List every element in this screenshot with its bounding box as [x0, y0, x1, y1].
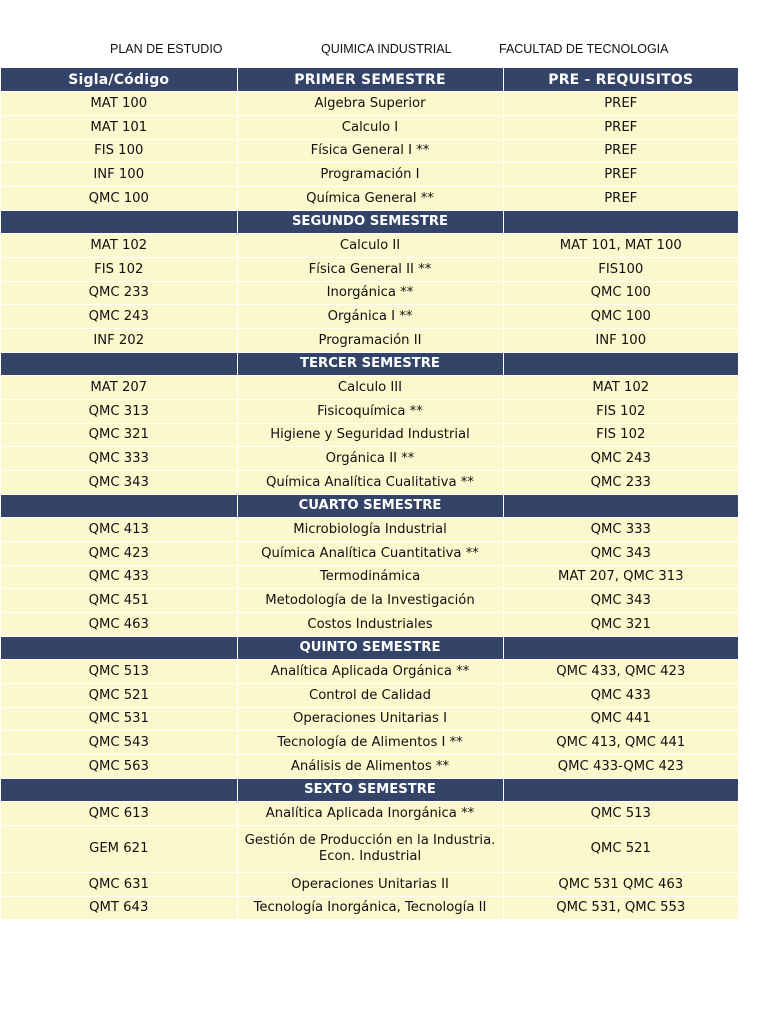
course-row [1, 613, 738, 637]
course-row [1, 896, 738, 920]
column-header-code: Sigla/Código [1, 68, 237, 92]
course-code: QMC 513 [1, 659, 237, 683]
semester-title: SEGUNDO SEMESTRE [237, 210, 503, 233]
semester-header-blank [503, 352, 738, 375]
course-code: QMC 521 [1, 683, 237, 707]
course-prereq: PREF [503, 187, 738, 211]
course-name: Tecnología Inorgánica, Tecnología II [237, 896, 503, 920]
course-prereq: QMC 100 [503, 305, 738, 329]
course-code: QMC 333 [1, 447, 237, 471]
course-code: QMC 321 [1, 423, 237, 447]
semester-header-blank [1, 636, 237, 659]
semester-title: PRIMER SEMESTRE [237, 68, 503, 92]
course-name: Algebra Superior [237, 92, 503, 116]
course-code: QMC 463 [1, 613, 237, 637]
course-prereq: QMC 521 [503, 825, 738, 872]
course-name: Gestión de Producción en la Industria. Econ. Industrial [237, 825, 503, 872]
course-row [1, 257, 738, 281]
course-row [1, 399, 738, 423]
course-code: QMC 613 [1, 801, 237, 825]
course-name: Programación II [237, 329, 503, 353]
course-name: Inorgánica ** [237, 281, 503, 305]
semester-header-blank [503, 494, 738, 517]
course-code: MAT 101 [1, 115, 237, 139]
course-code: INF 100 [1, 163, 237, 187]
course-name: Analítica Aplicada Orgánica ** [237, 659, 503, 683]
course-prereq: QMC 513 [503, 801, 738, 825]
course-name: Microbiología Industrial [237, 517, 503, 541]
course-row [1, 589, 738, 613]
course-code: QMC 423 [1, 541, 237, 565]
course-name: Operaciones Unitarias II [237, 872, 503, 896]
course-prereq: MAT 101, MAT 100 [503, 233, 738, 257]
course-code: QMC 313 [1, 399, 237, 423]
course-code: MAT 100 [1, 92, 237, 116]
course-name: Termodinámica [237, 565, 503, 589]
course-prereq: FIS100 [503, 257, 738, 281]
course-prereq: QMC 441 [503, 707, 738, 731]
course-prereq: QMC 321 [503, 613, 738, 637]
course-code: QMC 631 [1, 872, 237, 896]
course-row [1, 683, 738, 707]
semester-header-row [1, 494, 738, 517]
course-row [1, 755, 738, 779]
course-row [1, 517, 738, 541]
course-code: QMC 563 [1, 755, 237, 779]
semester-title: QUINTO SEMESTRE [237, 636, 503, 659]
course-name: Química Analítica Cualitativa ** [237, 471, 503, 495]
course-prereq: QMC 531 QMC 463 [503, 872, 738, 896]
course-code: QMC 243 [1, 305, 237, 329]
course-code: QMC 343 [1, 471, 237, 495]
semester-header-blank [503, 778, 738, 801]
course-prereq: FIS 102 [503, 399, 738, 423]
course-name: Analítica Aplicada Inorgánica ** [237, 801, 503, 825]
course-name: Control de Calidad [237, 683, 503, 707]
course-prereq: QMC 333 [503, 517, 738, 541]
course-code: QMC 233 [1, 281, 237, 305]
header-program-label: QUIMICA INDUSTRIAL [321, 42, 452, 56]
course-name: Orgánica I ** [237, 305, 503, 329]
semester-header-row [1, 210, 738, 233]
course-name: Orgánica II ** [237, 447, 503, 471]
course-name: Calculo I [237, 115, 503, 139]
course-prereq: QMC 343 [503, 541, 738, 565]
semester-title: TERCER SEMESTRE [237, 352, 503, 375]
course-name: Higiene y Seguridad Industrial [237, 423, 503, 447]
course-row [1, 659, 738, 683]
course-code: FIS 102 [1, 257, 237, 281]
course-prereq: QMC 233 [503, 471, 738, 495]
course-row [1, 281, 738, 305]
course-prereq: QMC 413, QMC 441 [503, 731, 738, 755]
course-prereq: QMC 433, QMC 423 [503, 659, 738, 683]
course-code: INF 202 [1, 329, 237, 353]
course-prereq: QMC 433 [503, 683, 738, 707]
course-prereq: PREF [503, 92, 738, 116]
semester-header-blank [503, 210, 738, 233]
course-prereq: QMC 343 [503, 589, 738, 613]
course-row [1, 565, 738, 589]
course-name: Costos Industriales [237, 613, 503, 637]
semester-header-blank [1, 210, 237, 233]
semester-title: CUARTO SEMESTRE [237, 494, 503, 517]
document-header [0, 42, 768, 60]
course-name: Operaciones Unitarias I [237, 707, 503, 731]
course-code: QMC 451 [1, 589, 237, 613]
course-prereq: MAT 207, QMC 313 [503, 565, 738, 589]
course-row [1, 163, 738, 187]
course-row [1, 447, 738, 471]
course-row [1, 423, 738, 447]
course-row [1, 471, 738, 495]
course-code: GEM 621 [1, 825, 237, 872]
course-code: QMC 100 [1, 187, 237, 211]
course-row [1, 233, 738, 257]
course-prereq: FIS 102 [503, 423, 738, 447]
study-plan-body [1, 68, 738, 920]
course-code: QMC 413 [1, 517, 237, 541]
course-code: QMC 531 [1, 707, 237, 731]
course-row [1, 139, 738, 163]
course-row [1, 305, 738, 329]
course-prereq: INF 100 [503, 329, 738, 353]
course-row [1, 541, 738, 565]
course-code: QMT 643 [1, 896, 237, 920]
course-row [1, 872, 738, 896]
course-row [1, 187, 738, 211]
semester-header-row [1, 352, 738, 375]
course-name: Física General II ** [237, 257, 503, 281]
course-name: Metodología de la Investigación [237, 589, 503, 613]
semester-header-blank [1, 778, 237, 801]
column-header-prereq: PRE - REQUISITOS [503, 68, 738, 92]
course-prereq: QMC 433-QMC 423 [503, 755, 738, 779]
course-name: Química General ** [237, 187, 503, 211]
course-code: MAT 102 [1, 233, 237, 257]
course-name: Calculo III [237, 375, 503, 399]
course-name: Análisis de Alimentos ** [237, 755, 503, 779]
course-prereq: PREF [503, 163, 738, 187]
study-plan-table [1, 68, 738, 920]
course-name: Física General I ** [237, 139, 503, 163]
course-row [1, 825, 738, 872]
semester-header-row [1, 778, 738, 801]
course-name: Tecnología de Alimentos I ** [237, 731, 503, 755]
course-row [1, 707, 738, 731]
course-prereq: MAT 102 [503, 375, 738, 399]
course-row [1, 801, 738, 825]
semester-header-blank [503, 636, 738, 659]
course-prereq: QMC 531, QMC 553 [503, 896, 738, 920]
semester-header-row [1, 68, 738, 92]
course-code: MAT 207 [1, 375, 237, 399]
semester-header-blank [1, 494, 237, 517]
course-prereq: QMC 100 [503, 281, 738, 305]
semester-header-blank [1, 352, 237, 375]
course-name: Calculo II [237, 233, 503, 257]
course-code: FIS 100 [1, 139, 237, 163]
course-prereq: PREF [503, 115, 738, 139]
course-prereq: QMC 243 [503, 447, 738, 471]
semester-title: SEXTO SEMESTRE [237, 778, 503, 801]
course-code: QMC 543 [1, 731, 237, 755]
course-code: QMC 433 [1, 565, 237, 589]
course-name: Fisicoquímica ** [237, 399, 503, 423]
header-faculty-label: FACULTAD DE TECNOLOGIA [499, 42, 669, 56]
course-row [1, 92, 738, 116]
course-row [1, 731, 738, 755]
course-row [1, 375, 738, 399]
course-prereq: PREF [503, 139, 738, 163]
semester-header-row [1, 636, 738, 659]
header-plan-label: PLAN DE ESTUDIO [110, 42, 223, 56]
course-row [1, 115, 738, 139]
course-name: Química Analítica Cuantitativa ** [237, 541, 503, 565]
course-row [1, 329, 738, 353]
course-name: Programación I [237, 163, 503, 187]
